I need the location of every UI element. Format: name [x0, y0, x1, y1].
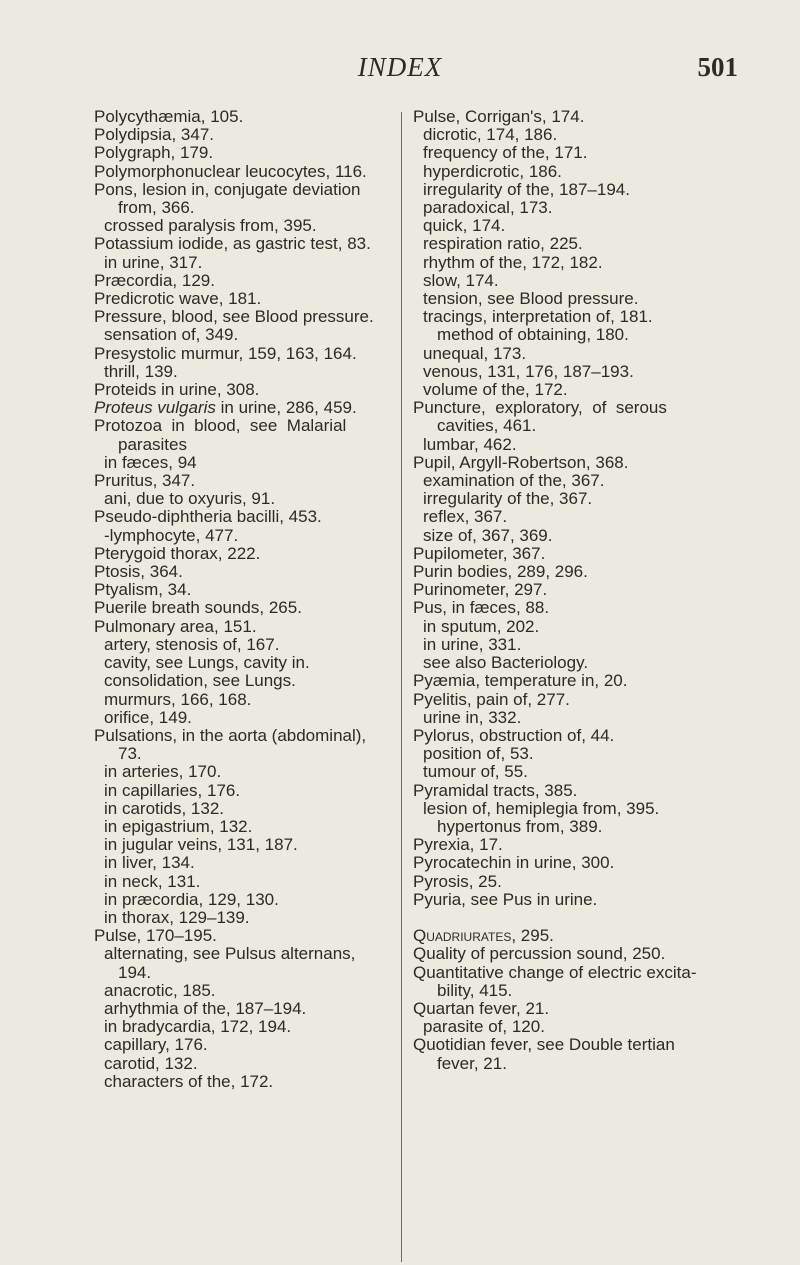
index-entry: respiration ratio, 225.: [423, 234, 583, 254]
index-entry: Puncture, exploratory, of serous: [413, 398, 667, 418]
index-entry: consolidation, see Lungs.: [104, 671, 296, 691]
index-entry: Ptyalism, 34.: [94, 580, 192, 600]
index-entry: Polygraph, 179.: [94, 143, 214, 163]
index-entry: Pulse, Corrigan's, 174.: [413, 107, 585, 126]
index-entry: Pyrosis, 25.: [413, 871, 502, 891]
index-entry: tension, see Blood pressure.: [423, 289, 639, 309]
index-entry: Purinometer, 297.: [413, 580, 548, 600]
index-entry: see also Bacteriology.: [423, 653, 589, 673]
index-entry: in thorax, 129–139.: [104, 907, 250, 927]
index-entry: hyperdicrotic, 186.: [423, 161, 562, 181]
index-entry: arhythmia of the, 187–194.: [104, 998, 307, 1018]
index-entry: Pressure, blood, see Blood pressure.: [94, 307, 374, 327]
index-entry: in præcordia, 129, 130.: [104, 889, 279, 909]
index-entry: parasites: [118, 434, 187, 454]
index-entry: urine in, 332.: [423, 707, 522, 727]
index-entry: orifice, 149.: [104, 707, 192, 727]
index-entry: murmurs, 166, 168.: [104, 689, 252, 709]
index-entry: frequency of the, 171.: [423, 143, 588, 163]
index-entry: Pons, lesion in, conjugate deviation: [94, 179, 361, 199]
page-title: INDEX: [357, 52, 443, 82]
index-entry: fever, 21.: [437, 1053, 507, 1073]
index-entry: unequal, 173.: [423, 343, 527, 363]
page-number: 501: [697, 52, 738, 82]
index-entry: examination of the, 367.: [423, 471, 605, 491]
index-entry: Pylorus, obstruction of, 44.: [413, 725, 615, 745]
index-entry: sensation of, 349.: [104, 325, 239, 345]
index-entry: Purin bodies, 289, 296.: [413, 562, 588, 582]
index-entry: Quartan fever, 21.: [413, 998, 550, 1018]
index-entry: capillary, 176.: [104, 1035, 208, 1055]
index-entry: Quality of percussion sound, 250.: [413, 944, 666, 964]
index-entry: tumour of, 55.: [423, 762, 528, 782]
index-entry-rest: in urine, 286, 459.: [215, 398, 357, 418]
index-entry: Pus, in fæces, 88.: [413, 598, 550, 618]
index-entry: irregularity of the, 367.: [423, 489, 593, 509]
index-entry: position of, 53.: [423, 744, 534, 764]
index-entry: reflex, 367.: [423, 507, 508, 527]
index-entry: alternating, see Pulsus alternans,: [104, 944, 356, 964]
index-entry: thrill, 139.: [104, 361, 178, 381]
index-entry: artery, stenosis of, 167.: [104, 634, 280, 654]
index-entry: hypertonus from, 389.: [437, 816, 603, 836]
index-entry: in sputum, 202.: [423, 616, 540, 636]
index-entry: Pruritus, 347.: [94, 471, 196, 491]
index-entry-italic: Proteus vulgaris: [94, 398, 216, 418]
index-column-right: [413, 108, 743, 1073]
index-entry: Præcordia, 129.: [94, 270, 215, 290]
index-column-left: [94, 108, 394, 1091]
index-entry: Pulse, 170–195.: [94, 926, 217, 946]
index-entry: in urine, 331.: [423, 634, 522, 654]
index-entry: bility, 415.: [437, 980, 513, 1000]
index-entry: Quantitative change of electric excita-: [413, 962, 697, 982]
index-entry: ani, due to oxyuris, 91.: [104, 489, 276, 509]
index-entry: tracings, interpretation of, 181.: [423, 307, 653, 327]
index-entry: characters of the, 172.: [104, 1071, 274, 1091]
index-entry: Predicrotic wave, 181.: [94, 289, 262, 309]
index-entry: lesion of, hemiplegia from, 395.: [423, 798, 660, 818]
index-entry: venous, 131, 176, 187–193.: [423, 361, 634, 381]
index-entry: paradoxical, 173.: [423, 198, 553, 218]
index-entry: Pterygoid thorax, 222.: [94, 543, 261, 563]
index-entry: cavity, see Lungs, cavity in.: [104, 653, 310, 673]
index-entry: in capillaries, 176.: [104, 780, 241, 800]
index-entry: Polycythæmia, 105.: [94, 107, 244, 126]
index-entry: lumbar, 462.: [423, 434, 517, 454]
index-entry: 73.: [118, 744, 142, 764]
index-entry: Polydipsia, 347.: [94, 125, 215, 145]
index-entry: Ptosis, 364.: [94, 562, 183, 582]
index-entry: Potassium iodide, as gastric test, 83.: [94, 234, 371, 254]
index-entry: in neck, 131.: [104, 871, 201, 891]
index-entry: anacrotic, 185.: [104, 980, 216, 1000]
index-entry: in arteries, 170.: [104, 762, 222, 782]
index-entry: irregularity of the, 187–194.: [423, 179, 630, 199]
index-entry: -lymphocyte, 477.: [104, 525, 239, 545]
index-entry: Proteids in urine, 308.: [94, 380, 260, 400]
index-entry: Pseudo-diphtheria bacilli, 453.: [94, 507, 322, 527]
index-entry: in carotids, 132.: [104, 798, 225, 818]
index-entry: 194.: [118, 962, 152, 982]
index-entry: in epigastrium, 132.: [104, 816, 253, 836]
index-entry: dicrotic, 174, 186.: [423, 125, 558, 145]
index-entry: Puerile breath sounds, 265.: [94, 598, 302, 618]
index-entry: slow, 174.: [423, 270, 499, 290]
index-entry: crossed paralysis from, 395.: [104, 216, 317, 236]
index-entry: [94, 399, 394, 417]
index-entry: Presystolic murmur, 159, 163, 164.: [94, 343, 357, 363]
index-entry: cavities, 461.: [437, 416, 537, 436]
index-entry: Pulmonary area, 151.: [94, 616, 257, 636]
column-divider: [401, 112, 402, 1262]
index-entry: parasite of, 120.: [423, 1017, 545, 1037]
index-entry: quick, 174.: [423, 216, 506, 236]
index-entry: Pulsations, in the aorta (abdominal),: [94, 725, 367, 745]
index-entry: in liver, 134.: [104, 853, 195, 873]
index-entry: Pupil, Argyll-Robertson, 368.: [413, 452, 629, 472]
index-entry: Protozoa in blood, see Malarial: [94, 416, 347, 436]
index-entry: Quotidian fever, see Double tertian: [413, 1035, 675, 1055]
index-entry: carotid, 132.: [104, 1053, 198, 1073]
index-entry: in fæces, 94: [104, 452, 197, 472]
index-entry: in jugular veins, 131, 187.: [104, 835, 298, 855]
index-entry: volume of the, 172.: [423, 380, 568, 400]
index-entry: in bradycardia, 172, 194.: [104, 1017, 292, 1037]
index-entry: Pupilometer, 367.: [413, 543, 546, 563]
index-entry: Pyrocatechin in urine, 300.: [413, 853, 615, 873]
index-entry: Quadriurates, 295.: [413, 926, 554, 946]
index-entry: rhythm of the, 172, 182.: [423, 252, 603, 272]
index-entry: in urine, 317.: [104, 252, 203, 272]
index-entry: Pyæmia, temperature in, 20.: [413, 671, 628, 691]
index-entry: Polymorphonuclear leucocytes, 116.: [94, 161, 367, 181]
index-entry: Pyelitis, pain of, 277.: [413, 689, 570, 709]
index-entry: Pyuria, see Pus in urine.: [413, 889, 598, 909]
index-entry: from, 366.: [118, 198, 195, 218]
index-entry: Pyramidal tracts, 385.: [413, 780, 578, 800]
index-entry: Pyrexia, 17.: [413, 835, 503, 855]
index-entry: size of, 367, 369.: [423, 525, 553, 545]
index-entry: [413, 909, 743, 927]
index-entry: method of obtaining, 180.: [437, 325, 629, 345]
